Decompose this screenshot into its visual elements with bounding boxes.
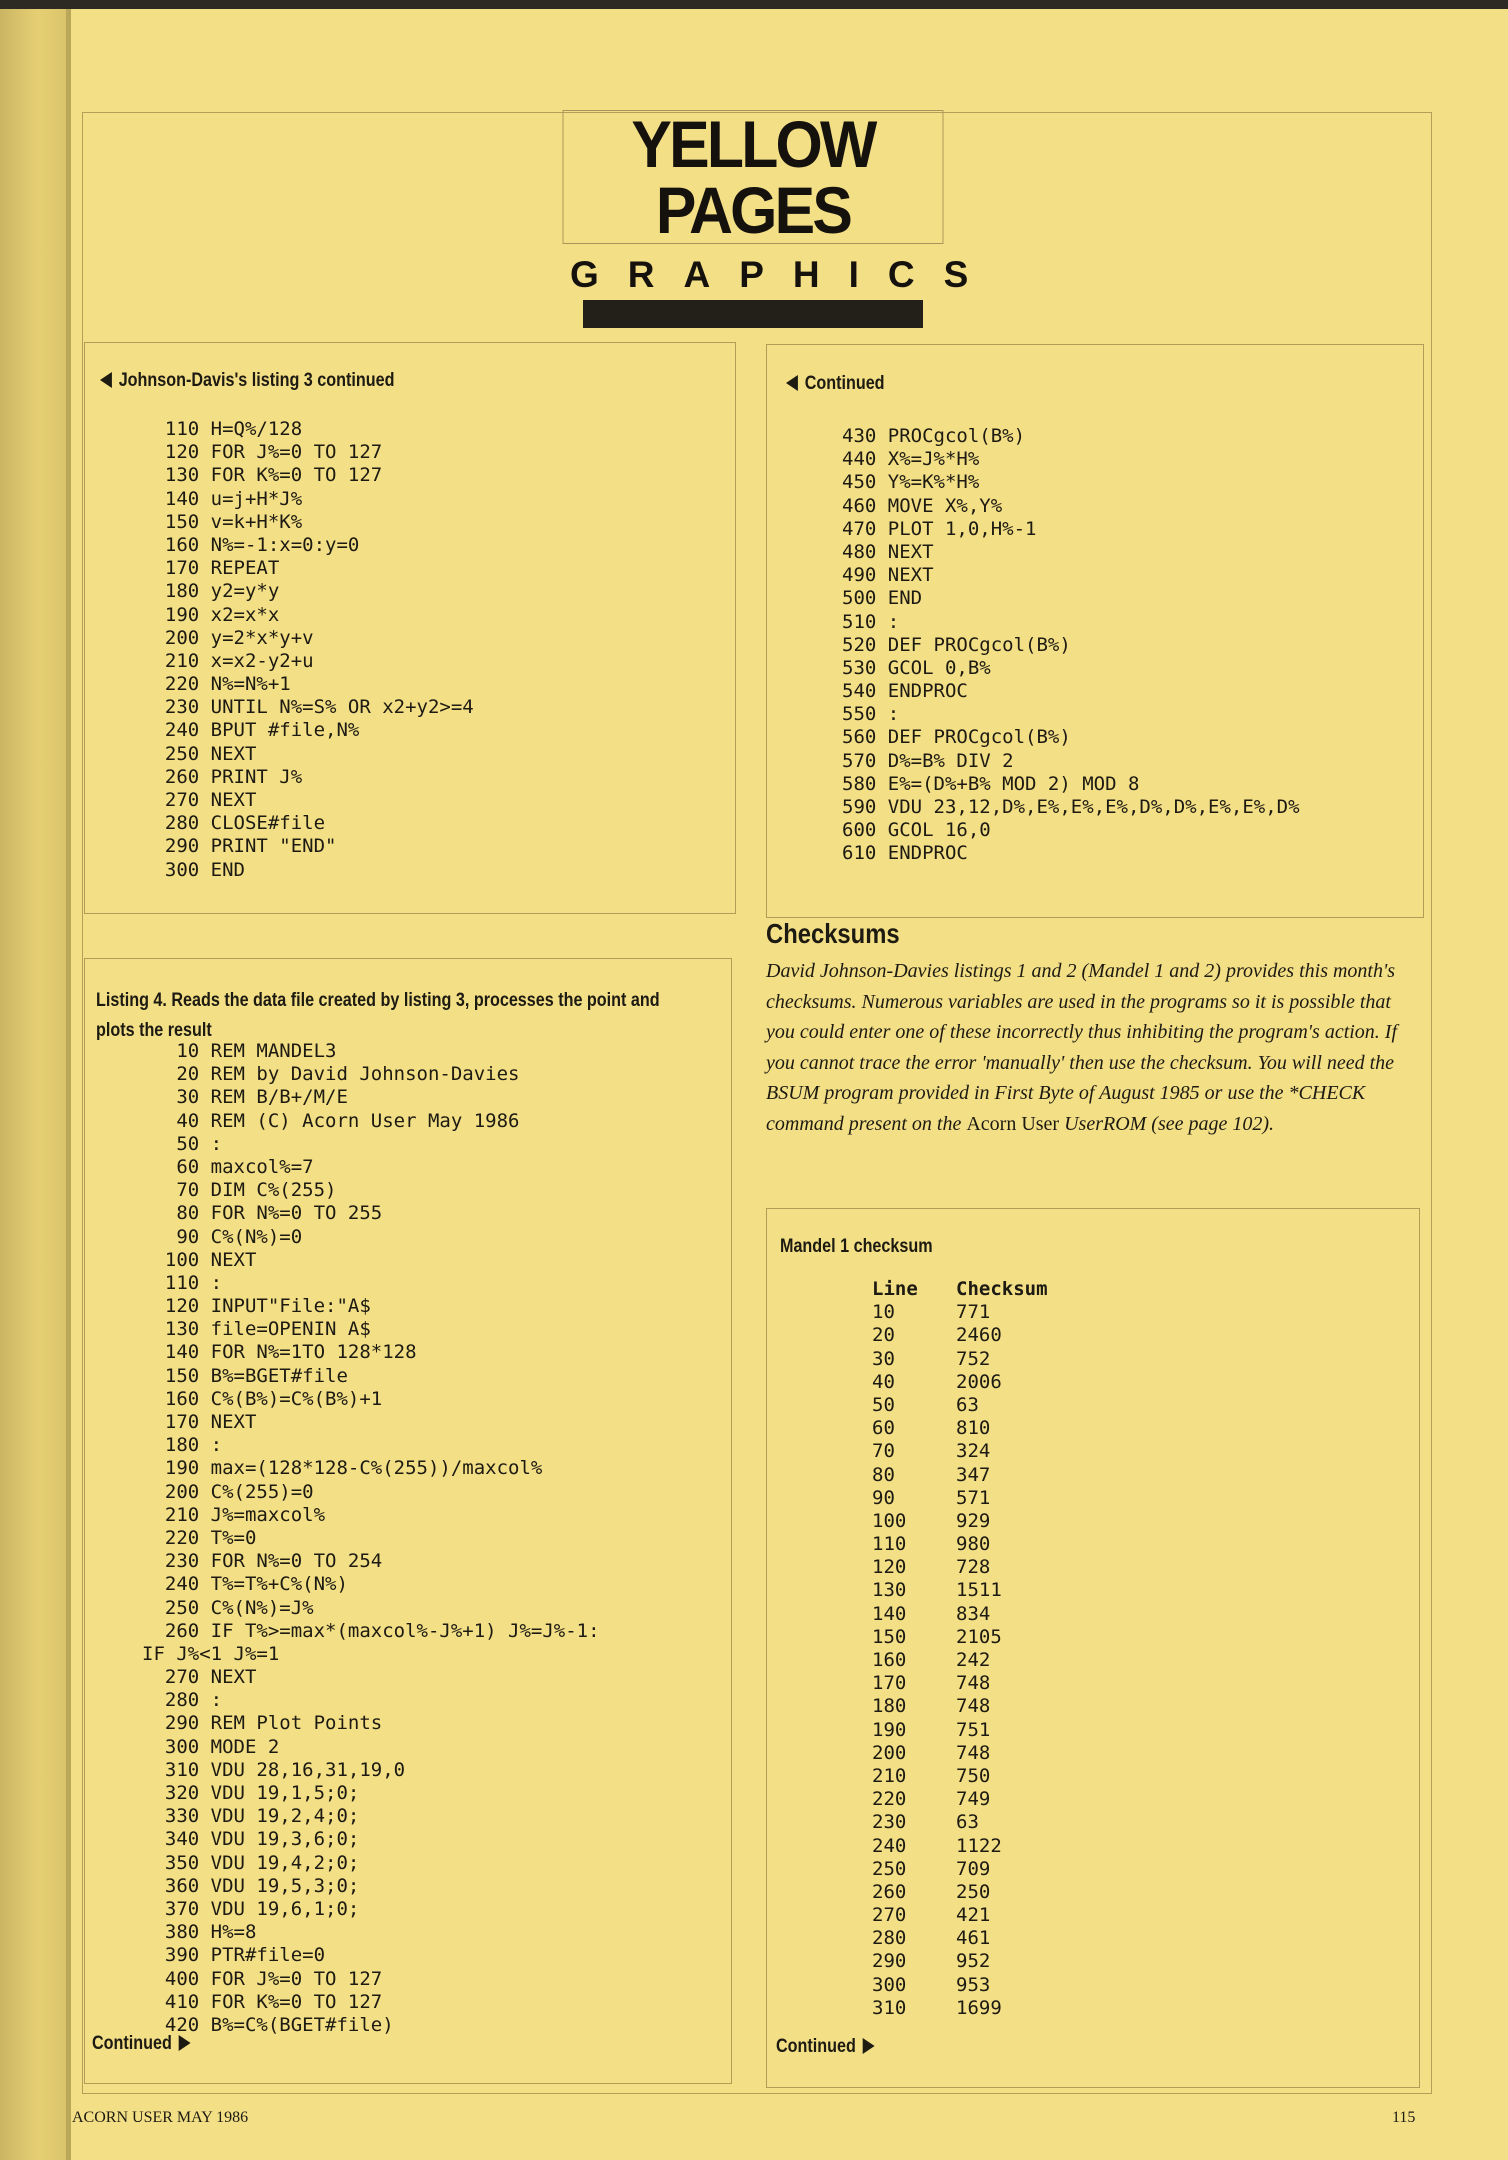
code-line: 40 REM (C) Acorn User May 1986 bbox=[142, 1109, 520, 1132]
code-line: 570 D%=B% DIV 2 bbox=[842, 749, 1014, 772]
line-number-cell: 80 bbox=[872, 1463, 895, 1486]
line-number-cell: 40 bbox=[872, 1370, 895, 1393]
table-row bbox=[872, 1881, 1048, 1904]
code-line: 190 max=(128*128-C%(255))/maxcol% bbox=[142, 1457, 543, 1480]
checksum-cell: 242 bbox=[956, 1649, 991, 1671]
line-number-cell: 90 bbox=[872, 1486, 895, 1509]
checksum-cell: 1122 bbox=[956, 1834, 1002, 1857]
continued-code bbox=[842, 425, 1300, 866]
code-line: 110 H=Q%/128 bbox=[142, 418, 303, 440]
code-line: 230 FOR N%=0 TO 254 bbox=[142, 1550, 383, 1573]
listing3-heading-text: Johnson-Davis's listing 3 continued bbox=[118, 370, 395, 391]
code-line: 110 : bbox=[142, 1271, 223, 1294]
checksum-cell: 980 bbox=[956, 1533, 991, 1556]
line-number-cell: 240 bbox=[872, 1834, 907, 1857]
code-line: 360 VDU 19,5,3;0; bbox=[142, 1874, 360, 1897]
checksum-cell: 2460 bbox=[956, 1324, 1002, 1347]
checksum-cell: 750 bbox=[956, 1764, 991, 1787]
code-line: 200 C%(255)=0 bbox=[142, 1480, 314, 1503]
table-row bbox=[872, 1417, 1048, 1440]
table-row bbox=[872, 1510, 1048, 1533]
masthead-title: YELLOW PAGES bbox=[563, 110, 944, 244]
checksum-cell: 1511 bbox=[956, 1579, 1002, 1602]
line-number-cell: 110 bbox=[872, 1533, 907, 1556]
checksum-cell: 771 bbox=[956, 1301, 991, 1324]
mandel1-heading: Mandel 1 checksum bbox=[780, 1236, 933, 1257]
checksum-cell: 810 bbox=[956, 1417, 991, 1440]
listing4-heading-line2: plots the result bbox=[96, 1020, 212, 1041]
listing4-heading-line1: Listing 4. Reads the data file created by listing 3, processes the point and bbox=[96, 990, 660, 1011]
line-number-cell: 170 bbox=[872, 1672, 907, 1695]
footer-left: ACORN USER MAY 1986 bbox=[72, 2109, 249, 2126]
top-edge-bar bbox=[0, 0, 1508, 9]
checksums-text-b: UserROM (see page 102). bbox=[1059, 1112, 1275, 1135]
checksum-cell: 953 bbox=[956, 1973, 991, 1996]
code-line: 300 END bbox=[142, 858, 245, 881]
code-line: 270 NEXT bbox=[142, 1666, 257, 1689]
col-checksum-header: Checksum bbox=[956, 1278, 1048, 1300]
arrow-right-icon bbox=[863, 2038, 875, 2054]
code-line: 220 T%=0 bbox=[142, 1526, 257, 1549]
code-line: 280 : bbox=[142, 1689, 223, 1712]
code-line: 580 E%=(D%+B% MOD 2) MOD 8 bbox=[842, 772, 1140, 795]
checksum-cell: 748 bbox=[956, 1741, 991, 1764]
code-line: 600 GCOL 16,0 bbox=[842, 819, 991, 842]
table-row bbox=[872, 1997, 1048, 2020]
code-line: 190 x2=x*x bbox=[142, 603, 280, 626]
code-line: 260 IF T%>=max*(maxcol%-J%+1) J%=J%-1: bbox=[142, 1619, 600, 1642]
line-number-cell: 70 bbox=[872, 1440, 895, 1463]
checksum-cell: 952 bbox=[956, 1950, 991, 1973]
code-line: 200 y=2*x*y+v bbox=[142, 626, 314, 649]
checksum-cell: 63 bbox=[956, 1811, 979, 1834]
table-row bbox=[872, 1672, 1048, 1695]
code-line: 450 Y%=K%*H% bbox=[842, 471, 980, 494]
code-line: 260 PRINT J% bbox=[142, 765, 303, 788]
code-line: 390 PTR#file=0 bbox=[142, 1944, 326, 1967]
table-row bbox=[872, 1464, 1048, 1487]
code-line: 240 BPUT #file,N% bbox=[142, 719, 360, 742]
table-row bbox=[872, 1719, 1048, 1742]
code-line: 120 INPUT"File:"A$ bbox=[142, 1295, 371, 1318]
line-number-cell: 140 bbox=[872, 1602, 907, 1625]
table-row bbox=[872, 1788, 1048, 1811]
code-line: 180 : bbox=[142, 1434, 223, 1457]
code-line: 340 VDU 19,3,6;0; bbox=[142, 1828, 360, 1851]
checksum-cell: 728 bbox=[956, 1556, 991, 1579]
code-line: 130 FOR K%=0 TO 127 bbox=[142, 464, 383, 487]
table-row bbox=[872, 1626, 1048, 1649]
masthead bbox=[546, 107, 998, 328]
code-line: 30 REM B/B+/M/E bbox=[142, 1086, 348, 1109]
table-row bbox=[872, 1765, 1048, 1788]
arrow-left-icon bbox=[100, 372, 112, 388]
line-number-cell: 290 bbox=[872, 1950, 907, 1973]
code-line: 60 maxcol%=7 bbox=[142, 1155, 314, 1178]
listing3-heading bbox=[100, 370, 394, 392]
mandel1-continued-text: Continued bbox=[776, 2036, 856, 2057]
line-number-cell: 60 bbox=[872, 1417, 895, 1440]
checksum-cell: 63 bbox=[956, 1393, 979, 1416]
code-line: 330 VDU 19,2,4;0; bbox=[142, 1805, 360, 1828]
listing3-code bbox=[142, 418, 474, 882]
checksum-cell: 250 bbox=[956, 1880, 991, 1903]
table-header-row bbox=[872, 1278, 1048, 1301]
code-line: 270 NEXT bbox=[142, 789, 257, 811]
code-line: 560 DEF PROCgcol(B%) bbox=[842, 726, 1071, 749]
masthead-section: GRAPHICS bbox=[570, 254, 998, 295]
code-line: 10 REM MANDEL3 bbox=[142, 1040, 337, 1062]
code-line: 440 X%=J%*H% bbox=[842, 448, 980, 471]
checksum-cell: 748 bbox=[956, 1672, 991, 1695]
line-number-cell: 300 bbox=[872, 1973, 907, 1996]
table-row bbox=[872, 1649, 1048, 1672]
code-line: 280 CLOSE#file bbox=[142, 812, 326, 835]
arrow-right-icon bbox=[179, 2035, 191, 2051]
checksum-cell: 749 bbox=[956, 1788, 991, 1811]
table-row bbox=[872, 1324, 1048, 1347]
code-line: 290 REM Plot Points bbox=[142, 1712, 383, 1735]
table-row bbox=[872, 1440, 1048, 1463]
code-line: 470 PLOT 1,0,H%-1 bbox=[842, 517, 1037, 540]
continued-heading-text: Continued bbox=[804, 373, 885, 394]
line-number-cell: 130 bbox=[872, 1579, 907, 1602]
table-row bbox=[872, 1835, 1048, 1858]
table-row bbox=[872, 1394, 1048, 1417]
listing4-continued bbox=[92, 2033, 191, 2055]
code-line: 380 H%=8 bbox=[142, 1921, 257, 1944]
code-line: 520 DEF PROCgcol(B%) bbox=[842, 633, 1071, 656]
code-line: 610 ENDPROC bbox=[842, 842, 968, 865]
code-line: 150 v=k+H*K% bbox=[142, 510, 303, 533]
checksum-cell: 929 bbox=[956, 1509, 991, 1532]
code-line: 530 GCOL 0,B% bbox=[842, 656, 991, 679]
code-line: 460 MOVE X%,Y% bbox=[842, 494, 1003, 517]
table-row bbox=[872, 1348, 1048, 1371]
code-line: 80 FOR N%=0 TO 255 bbox=[142, 1202, 383, 1225]
code-line: 490 NEXT bbox=[842, 564, 934, 587]
mandel1-continued bbox=[776, 2036, 875, 2058]
code-line: 430 PROCgcol(B%) bbox=[842, 425, 1026, 447]
code-line: 180 y2=y*y bbox=[142, 580, 280, 603]
listing4-code bbox=[142, 1040, 600, 2037]
code-line: 300 MODE 2 bbox=[142, 1735, 280, 1758]
line-number-cell: 210 bbox=[872, 1764, 907, 1787]
code-line: 140 FOR N%=1TO 128*128 bbox=[142, 1341, 417, 1364]
code-line: 160 N%=-1:x=0:y=0 bbox=[142, 533, 360, 556]
code-line: 480 NEXT bbox=[842, 540, 934, 563]
code-line: 240 T%=T%+C%(N%) bbox=[142, 1573, 348, 1596]
line-number-cell: 20 bbox=[872, 1324, 895, 1347]
checksum-cell: 709 bbox=[956, 1857, 991, 1880]
line-number-cell: 100 bbox=[872, 1509, 907, 1532]
code-line: 100 NEXT bbox=[142, 1248, 257, 1271]
mandel1-table bbox=[872, 1278, 1048, 2020]
line-number-cell: 260 bbox=[872, 1880, 907, 1903]
arrow-left-icon bbox=[786, 375, 798, 391]
code-line: IF J%<1 J%=1 bbox=[142, 1642, 280, 1665]
table-row bbox=[872, 1556, 1048, 1579]
code-line: 400 FOR J%=0 TO 127 bbox=[142, 1967, 383, 1990]
table-row bbox=[872, 1533, 1048, 1556]
table-row bbox=[872, 1974, 1048, 1997]
checksum-cell: 1699 bbox=[956, 1996, 1002, 2019]
checksum-cell: 421 bbox=[956, 1904, 991, 1927]
listing4-continued-text: Continued bbox=[92, 2033, 172, 2054]
table-row bbox=[872, 1487, 1048, 1510]
line-number-cell: 180 bbox=[872, 1695, 907, 1718]
code-line: 320 VDU 19,1,5;0; bbox=[142, 1782, 360, 1804]
code-line: 160 C%(B%)=C%(B%)+1 bbox=[142, 1387, 383, 1410]
checksum-cell: 324 bbox=[956, 1440, 991, 1463]
checksum-cell: 751 bbox=[956, 1718, 991, 1741]
checksums-text bbox=[766, 956, 1424, 1139]
line-number-cell: 310 bbox=[872, 1996, 907, 2019]
table-row bbox=[872, 1950, 1048, 1973]
code-line: 350 VDU 19,4,2;0; bbox=[142, 1851, 360, 1874]
line-number-cell: 120 bbox=[872, 1556, 907, 1579]
code-line: 550 : bbox=[842, 703, 900, 726]
checksum-cell: 752 bbox=[956, 1347, 991, 1370]
code-line: 140 u=j+H*J% bbox=[142, 487, 303, 510]
checksum-cell: 347 bbox=[956, 1463, 991, 1486]
line-number-cell: 10 bbox=[872, 1301, 895, 1324]
line-number-cell: 280 bbox=[872, 1927, 907, 1950]
code-line: 250 NEXT bbox=[142, 742, 257, 765]
table-row bbox=[872, 1742, 1048, 1765]
table-row bbox=[872, 1904, 1048, 1927]
code-line: 420 B%=C%(BGET#file) bbox=[142, 2013, 394, 2036]
code-line: 210 x=x2-y2+u bbox=[142, 649, 314, 672]
code-line: 210 J%=maxcol% bbox=[142, 1503, 326, 1526]
table-row bbox=[872, 1603, 1048, 1626]
line-number-cell: 190 bbox=[872, 1718, 907, 1741]
table-row bbox=[872, 1371, 1048, 1394]
line-number-cell: 50 bbox=[872, 1393, 895, 1416]
page-spine bbox=[0, 0, 70, 2160]
code-line: 250 C%(N%)=J% bbox=[142, 1596, 314, 1619]
code-line: 120 FOR J%=0 TO 127 bbox=[142, 441, 383, 464]
code-line: 290 PRINT "END" bbox=[142, 835, 337, 858]
line-number-cell: 200 bbox=[872, 1741, 907, 1764]
checksum-cell: 834 bbox=[956, 1602, 991, 1625]
table-row bbox=[872, 1301, 1048, 1324]
table-row bbox=[872, 1695, 1048, 1718]
code-line: 20 REM by David Johnson-Davies bbox=[142, 1063, 520, 1086]
table-body bbox=[872, 1301, 1048, 2020]
line-number-cell: 270 bbox=[872, 1904, 907, 1927]
masthead-bar bbox=[583, 300, 923, 328]
code-line: 170 REPEAT bbox=[142, 557, 280, 580]
continued-heading bbox=[786, 373, 885, 395]
line-number-cell: 230 bbox=[872, 1811, 907, 1834]
code-line: 150 B%=BGET#file bbox=[142, 1364, 348, 1387]
code-line: 410 FOR K%=0 TO 127 bbox=[142, 1990, 383, 2013]
code-line: 540 ENDPROC bbox=[842, 680, 968, 703]
code-line: 310 VDU 28,16,31,19,0 bbox=[142, 1758, 406, 1781]
code-line: 370 VDU 19,6,1;0; bbox=[142, 1897, 360, 1920]
code-line: 50 : bbox=[142, 1132, 223, 1155]
code-line: 220 N%=N%+1 bbox=[142, 673, 291, 696]
line-number-cell: 220 bbox=[872, 1788, 907, 1811]
checksums-text-a: David Johnson-Davies listings 1 and 2 (Mandel 1 and 2) provides this month's checksums. Numerous variables are used in the programs so it is possible that you could enter one of these incorrectly thus inhibiting the program's action. If you cannot trace the error 'manually' then use the checksum. You will need the BSUM program provided in First Byte of August 1985 or use the *CHECK command present on the bbox=[766, 960, 1398, 1135]
page-number: 115 bbox=[1392, 2109, 1416, 2126]
checksum-cell: 2105 bbox=[956, 1625, 1002, 1648]
page-spine-edge bbox=[66, 0, 71, 2160]
line-number-cell: 250 bbox=[872, 1857, 907, 1880]
checksum-cell: 571 bbox=[956, 1486, 991, 1509]
code-line: 170 NEXT bbox=[142, 1411, 257, 1433]
table-row bbox=[872, 1927, 1048, 1950]
checksums-title: Checksums bbox=[766, 918, 900, 949]
code-line: 70 DIM C%(255) bbox=[142, 1179, 337, 1202]
code-line: 130 file=OPENIN A$ bbox=[142, 1318, 371, 1341]
code-line: 510 : bbox=[842, 610, 900, 633]
table-row bbox=[872, 1811, 1048, 1834]
code-line: 90 C%(N%)=0 bbox=[142, 1225, 303, 1248]
table-row bbox=[872, 1579, 1048, 1602]
line-number-cell: 30 bbox=[872, 1347, 895, 1370]
checksum-cell: 2006 bbox=[956, 1370, 1002, 1393]
table-row bbox=[872, 1858, 1048, 1881]
code-line: 230 UNTIL N%=S% OR x2+y2>=4 bbox=[142, 696, 474, 719]
listing4-heading bbox=[96, 986, 660, 1046]
line-number-cell: 150 bbox=[872, 1625, 907, 1648]
checksum-cell: 461 bbox=[956, 1927, 991, 1950]
checksums-brand: Acorn User bbox=[966, 1112, 1060, 1135]
checksum-cell: 748 bbox=[956, 1695, 991, 1718]
col-line-header: Line bbox=[872, 1278, 918, 1300]
code-line: 500 END bbox=[842, 587, 923, 610]
mandel1-box bbox=[766, 1208, 1420, 2088]
line-number-cell: 160 bbox=[872, 1649, 907, 1671]
code-line: 590 VDU 23,12,D%,E%,E%,E%,D%,D%,E%,E%,D% bbox=[842, 796, 1300, 818]
